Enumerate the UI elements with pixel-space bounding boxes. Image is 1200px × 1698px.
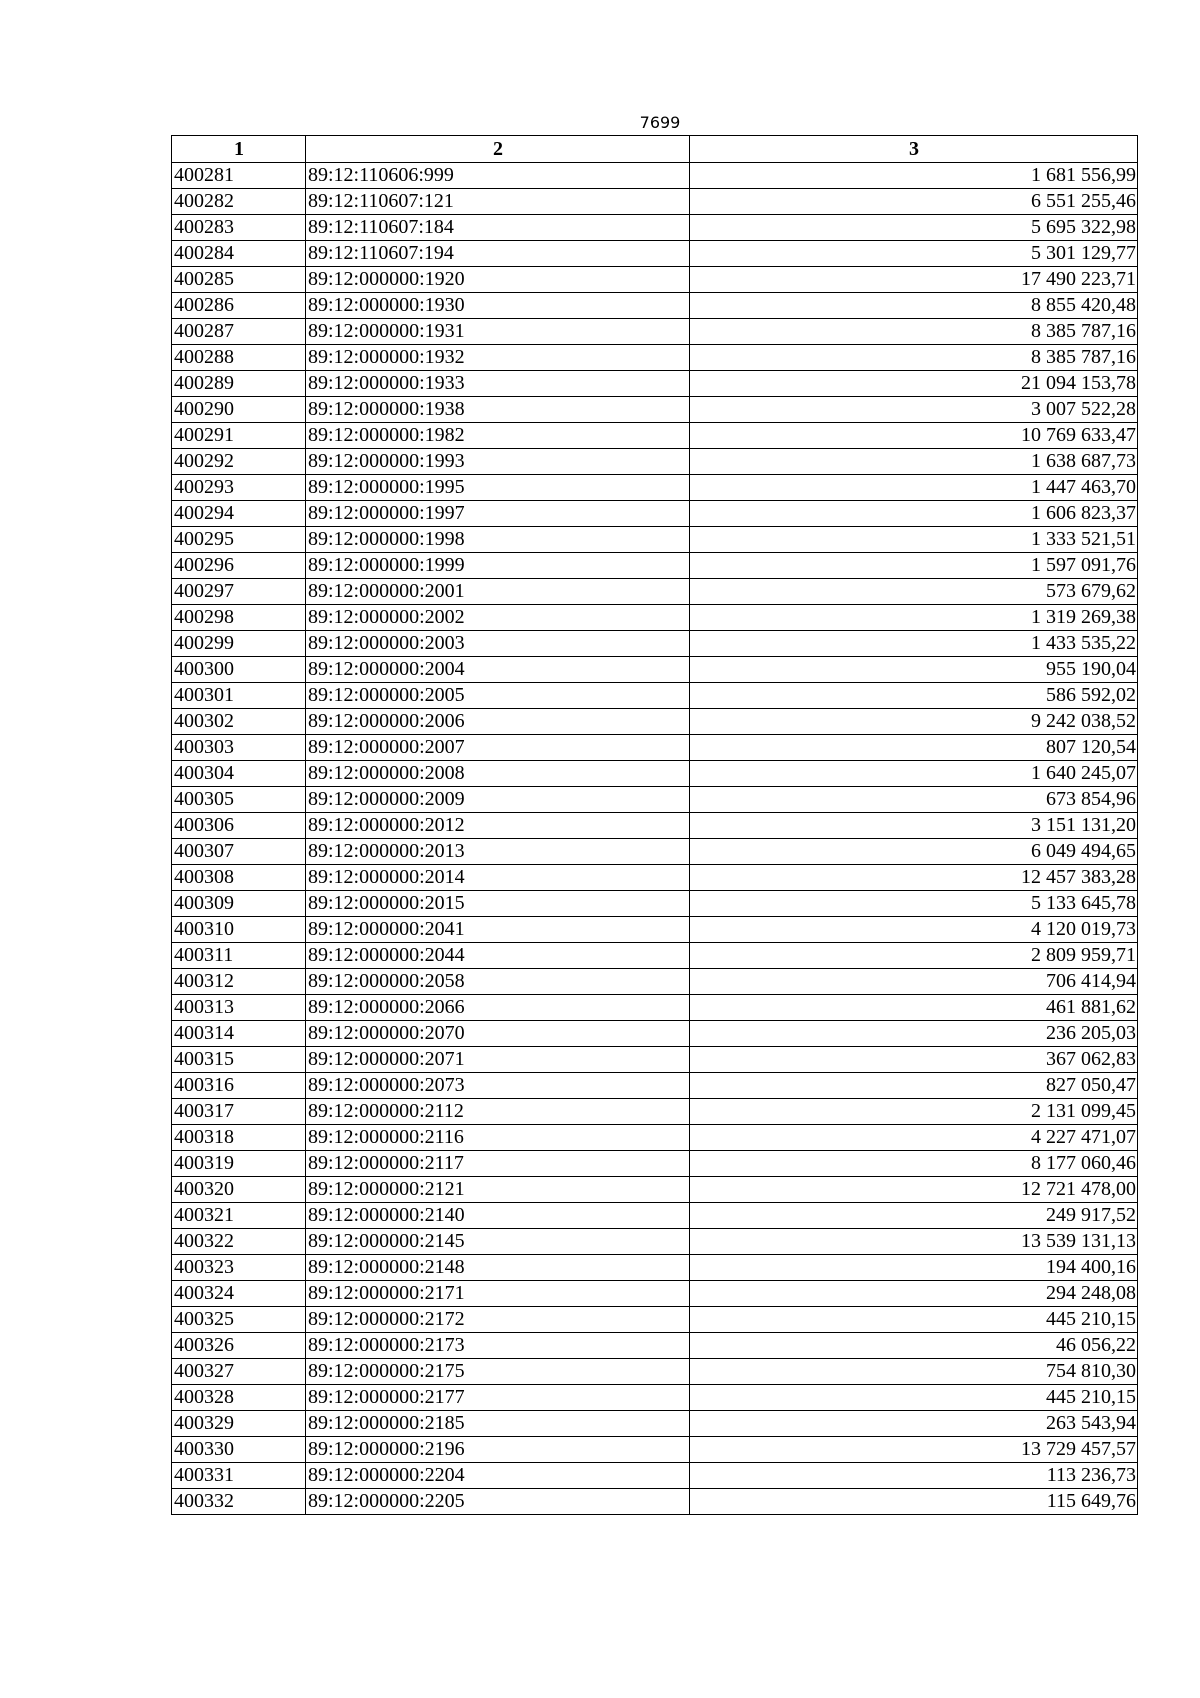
cell-value: 1 447 463,70 bbox=[690, 475, 1138, 501]
cell-cadastral-number: 89:12:000000:2001 bbox=[306, 579, 690, 605]
cell-cadastral-number: 89:12:000000:2172 bbox=[306, 1307, 690, 1333]
cell-id: 400325 bbox=[172, 1307, 306, 1333]
table-row bbox=[172, 1229, 1138, 1255]
cell-value: 8 855 420,48 bbox=[690, 293, 1138, 319]
cell-value: 573 679,62 bbox=[690, 579, 1138, 605]
table-row bbox=[172, 267, 1138, 293]
table-row bbox=[172, 189, 1138, 215]
cell-id: 400294 bbox=[172, 501, 306, 527]
cell-id: 400292 bbox=[172, 449, 306, 475]
cell-value: 21 094 153,78 bbox=[690, 371, 1138, 397]
cell-cadastral-number: 89:12:000000:1933 bbox=[306, 371, 690, 397]
cell-id: 400317 bbox=[172, 1099, 306, 1125]
table-row bbox=[172, 839, 1138, 865]
table-row bbox=[172, 449, 1138, 475]
cell-id: 400290 bbox=[172, 397, 306, 423]
column-header-3: 3 bbox=[690, 136, 1138, 163]
cell-id: 400309 bbox=[172, 891, 306, 917]
table-row bbox=[172, 735, 1138, 761]
cell-cadastral-number: 89:12:000000:2070 bbox=[306, 1021, 690, 1047]
cell-value: 706 414,94 bbox=[690, 969, 1138, 995]
cell-cadastral-number: 89:12:000000:2007 bbox=[306, 735, 690, 761]
cell-value: 17 490 223,71 bbox=[690, 267, 1138, 293]
cell-value: 461 881,62 bbox=[690, 995, 1138, 1021]
cell-id: 400321 bbox=[172, 1203, 306, 1229]
table-row bbox=[172, 1203, 1138, 1229]
cell-cadastral-number: 89:12:000000:2003 bbox=[306, 631, 690, 657]
table-row bbox=[172, 969, 1138, 995]
cell-id: 400288 bbox=[172, 345, 306, 371]
cell-cadastral-number: 89:12:000000:2121 bbox=[306, 1177, 690, 1203]
cell-cadastral-number: 89:12:000000:1931 bbox=[306, 319, 690, 345]
cell-value: 1 640 245,07 bbox=[690, 761, 1138, 787]
table-row bbox=[172, 813, 1138, 839]
cell-cadastral-number: 89:12:000000:1932 bbox=[306, 345, 690, 371]
table-header-row bbox=[172, 136, 1138, 163]
cell-cadastral-number: 89:12:000000:2204 bbox=[306, 1463, 690, 1489]
cell-id: 400319 bbox=[172, 1151, 306, 1177]
cell-value: 10 769 633,47 bbox=[690, 423, 1138, 449]
table-row bbox=[172, 1151, 1138, 1177]
cell-cadastral-number: 89:12:000000:2116 bbox=[306, 1125, 690, 1151]
cell-id: 400312 bbox=[172, 969, 306, 995]
cell-id: 400314 bbox=[172, 1021, 306, 1047]
cell-value: 754 810,30 bbox=[690, 1359, 1138, 1385]
cell-value: 2 809 959,71 bbox=[690, 943, 1138, 969]
table-row bbox=[172, 657, 1138, 683]
cell-value: 367 062,83 bbox=[690, 1047, 1138, 1073]
table-row bbox=[172, 1385, 1138, 1411]
column-header-2: 2 bbox=[306, 136, 690, 163]
cell-id: 400308 bbox=[172, 865, 306, 891]
table-row bbox=[172, 163, 1138, 189]
cell-cadastral-number: 89:12:110607:194 bbox=[306, 241, 690, 267]
table-row bbox=[172, 371, 1138, 397]
cell-value: 5 301 129,77 bbox=[690, 241, 1138, 267]
cell-value: 1 638 687,73 bbox=[690, 449, 1138, 475]
cell-cadastral-number: 89:12:000000:2008 bbox=[306, 761, 690, 787]
table-row bbox=[172, 1333, 1138, 1359]
table-row bbox=[172, 761, 1138, 787]
table-row bbox=[172, 579, 1138, 605]
cell-value: 194 400,16 bbox=[690, 1255, 1138, 1281]
cell-value: 673 854,96 bbox=[690, 787, 1138, 813]
cell-cadastral-number: 89:12:000000:2013 bbox=[306, 839, 690, 865]
cell-cadastral-number: 89:12:000000:2205 bbox=[306, 1489, 690, 1515]
table-row bbox=[172, 787, 1138, 813]
cell-cadastral-number: 89:12:000000:1920 bbox=[306, 267, 690, 293]
cell-id: 400323 bbox=[172, 1255, 306, 1281]
cell-cadastral-number: 89:12:000000:2171 bbox=[306, 1281, 690, 1307]
table-row bbox=[172, 1073, 1138, 1099]
cell-value: 294 248,08 bbox=[690, 1281, 1138, 1307]
cell-cadastral-number: 89:12:000000:1930 bbox=[306, 293, 690, 319]
cell-cadastral-number: 89:12:000000:2014 bbox=[306, 865, 690, 891]
cell-id: 400315 bbox=[172, 1047, 306, 1073]
cell-id: 400306 bbox=[172, 813, 306, 839]
cell-id: 400322 bbox=[172, 1229, 306, 1255]
cell-id: 400304 bbox=[172, 761, 306, 787]
cell-cadastral-number: 89:12:000000:2006 bbox=[306, 709, 690, 735]
table-row bbox=[172, 891, 1138, 917]
cell-value: 115 649,76 bbox=[690, 1489, 1138, 1515]
table-row bbox=[172, 553, 1138, 579]
cell-id: 400320 bbox=[172, 1177, 306, 1203]
table-row bbox=[172, 943, 1138, 969]
table-row bbox=[172, 345, 1138, 371]
table-row bbox=[172, 1177, 1138, 1203]
cell-cadastral-number: 89:12:000000:2044 bbox=[306, 943, 690, 969]
cell-value: 6 049 494,65 bbox=[690, 839, 1138, 865]
cell-value: 445 210,15 bbox=[690, 1307, 1138, 1333]
cell-cadastral-number: 89:12:000000:2196 bbox=[306, 1437, 690, 1463]
cell-cadastral-number: 89:12:000000:2185 bbox=[306, 1411, 690, 1437]
cell-value: 113 236,73 bbox=[690, 1463, 1138, 1489]
cell-id: 400310 bbox=[172, 917, 306, 943]
cell-id: 400303 bbox=[172, 735, 306, 761]
cell-id: 400318 bbox=[172, 1125, 306, 1151]
cell-id: 400287 bbox=[172, 319, 306, 345]
cell-id: 400295 bbox=[172, 527, 306, 553]
table-row bbox=[172, 1047, 1138, 1073]
cell-cadastral-number: 89:12:000000:2145 bbox=[306, 1229, 690, 1255]
table-body bbox=[172, 163, 1138, 1515]
cell-value: 3 007 522,28 bbox=[690, 397, 1138, 423]
cell-value: 1 319 269,38 bbox=[690, 605, 1138, 631]
cell-value: 586 592,02 bbox=[690, 683, 1138, 709]
cell-id: 400297 bbox=[172, 579, 306, 605]
cell-value: 1 681 556,99 bbox=[690, 163, 1138, 189]
cell-cadastral-number: 89:12:000000:2175 bbox=[306, 1359, 690, 1385]
cell-value: 4 120 019,73 bbox=[690, 917, 1138, 943]
cell-cadastral-number: 89:12:110607:121 bbox=[306, 189, 690, 215]
cell-value: 249 917,52 bbox=[690, 1203, 1138, 1229]
cell-value: 4 227 471,07 bbox=[690, 1125, 1138, 1151]
cell-cadastral-number: 89:12:000000:2012 bbox=[306, 813, 690, 839]
cell-cadastral-number: 89:12:000000:2058 bbox=[306, 969, 690, 995]
table-row bbox=[172, 1099, 1138, 1125]
table-row bbox=[172, 865, 1138, 891]
cell-cadastral-number: 89:12:000000:1993 bbox=[306, 449, 690, 475]
cell-value: 955 190,04 bbox=[690, 657, 1138, 683]
table-row bbox=[172, 215, 1138, 241]
cell-id: 400307 bbox=[172, 839, 306, 865]
cell-value: 6 551 255,46 bbox=[690, 189, 1138, 215]
cell-cadastral-number: 89:12:000000:2015 bbox=[306, 891, 690, 917]
cell-id: 400332 bbox=[172, 1489, 306, 1515]
cell-cadastral-number: 89:12:000000:2177 bbox=[306, 1385, 690, 1411]
cell-id: 400301 bbox=[172, 683, 306, 709]
table-row bbox=[172, 995, 1138, 1021]
table-row bbox=[172, 1463, 1138, 1489]
cell-cadastral-number: 89:12:000000:1982 bbox=[306, 423, 690, 449]
table-row bbox=[172, 397, 1138, 423]
cell-value: 827 050,47 bbox=[690, 1073, 1138, 1099]
cell-cadastral-number: 89:12:000000:2066 bbox=[306, 995, 690, 1021]
table-row bbox=[172, 1489, 1138, 1515]
cell-id: 400324 bbox=[172, 1281, 306, 1307]
cell-id: 400331 bbox=[172, 1463, 306, 1489]
column-header-1: 1 bbox=[172, 136, 306, 163]
table-row bbox=[172, 709, 1138, 735]
cell-value: 13 539 131,13 bbox=[690, 1229, 1138, 1255]
cell-cadastral-number: 89:12:000000:1999 bbox=[306, 553, 690, 579]
cell-cadastral-number: 89:12:000000:2112 bbox=[306, 1099, 690, 1125]
cell-id: 400281 bbox=[172, 163, 306, 189]
cell-value: 8 177 060,46 bbox=[690, 1151, 1138, 1177]
cell-value: 1 597 091,76 bbox=[690, 553, 1138, 579]
data-table bbox=[171, 135, 1138, 1515]
cell-cadastral-number: 89:12:000000:1995 bbox=[306, 475, 690, 501]
cell-cadastral-number: 89:12:000000:1938 bbox=[306, 397, 690, 423]
cell-id: 400300 bbox=[172, 657, 306, 683]
cell-cadastral-number: 89:12:000000:2073 bbox=[306, 1073, 690, 1099]
page-number: 7699 bbox=[639, 113, 681, 132]
cell-id: 400328 bbox=[172, 1385, 306, 1411]
cell-cadastral-number: 89:12:000000:2140 bbox=[306, 1203, 690, 1229]
cell-id: 400282 bbox=[172, 189, 306, 215]
cell-value: 13 729 457,57 bbox=[690, 1437, 1138, 1463]
cell-cadastral-number: 89:12:110607:184 bbox=[306, 215, 690, 241]
cell-cadastral-number: 89:12:000000:1997 bbox=[306, 501, 690, 527]
table-row bbox=[172, 1255, 1138, 1281]
cell-id: 400327 bbox=[172, 1359, 306, 1385]
cell-id: 400289 bbox=[172, 371, 306, 397]
table-row bbox=[172, 1411, 1138, 1437]
cell-cadastral-number: 89:12:000000:1998 bbox=[306, 527, 690, 553]
cell-cadastral-number: 89:12:000000:2148 bbox=[306, 1255, 690, 1281]
table-row bbox=[172, 917, 1138, 943]
table-row bbox=[172, 293, 1138, 319]
table-row bbox=[172, 319, 1138, 345]
cell-value: 1 333 521,51 bbox=[690, 527, 1138, 553]
cell-value: 236 205,03 bbox=[690, 1021, 1138, 1047]
cell-value: 8 385 787,16 bbox=[690, 345, 1138, 371]
table-row bbox=[172, 1281, 1138, 1307]
cell-value: 3 151 131,20 bbox=[690, 813, 1138, 839]
cell-cadastral-number: 89:12:000000:2009 bbox=[306, 787, 690, 813]
cell-id: 400291 bbox=[172, 423, 306, 449]
cell-value: 445 210,15 bbox=[690, 1385, 1138, 1411]
cell-value: 8 385 787,16 bbox=[690, 319, 1138, 345]
cell-id: 400296 bbox=[172, 553, 306, 579]
cell-id: 400326 bbox=[172, 1333, 306, 1359]
table-row bbox=[172, 423, 1138, 449]
cell-value: 46 056,22 bbox=[690, 1333, 1138, 1359]
cell-value: 807 120,54 bbox=[690, 735, 1138, 761]
table-row bbox=[172, 683, 1138, 709]
cell-cadastral-number: 89:12:000000:2041 bbox=[306, 917, 690, 943]
table-row bbox=[172, 1437, 1138, 1463]
cell-cadastral-number: 89:12:000000:2002 bbox=[306, 605, 690, 631]
cell-value: 1 606 823,37 bbox=[690, 501, 1138, 527]
cell-value: 1 433 535,22 bbox=[690, 631, 1138, 657]
cell-value: 9 242 038,52 bbox=[690, 709, 1138, 735]
table-row bbox=[172, 1021, 1138, 1047]
table-row bbox=[172, 1125, 1138, 1151]
cell-id: 400298 bbox=[172, 605, 306, 631]
table-row bbox=[172, 527, 1138, 553]
cell-cadastral-number: 89:12:000000:2071 bbox=[306, 1047, 690, 1073]
cell-id: 400302 bbox=[172, 709, 306, 735]
cell-id: 400283 bbox=[172, 215, 306, 241]
table-row bbox=[172, 605, 1138, 631]
table-row bbox=[172, 241, 1138, 267]
cell-cadastral-number: 89:12:110606:999 bbox=[306, 163, 690, 189]
cell-id: 400286 bbox=[172, 293, 306, 319]
table-row bbox=[172, 1359, 1138, 1385]
cell-id: 400313 bbox=[172, 995, 306, 1021]
cell-id: 400330 bbox=[172, 1437, 306, 1463]
cell-cadastral-number: 89:12:000000:2004 bbox=[306, 657, 690, 683]
table-row bbox=[172, 501, 1138, 527]
cell-id: 400285 bbox=[172, 267, 306, 293]
cell-value: 5 133 645,78 bbox=[690, 891, 1138, 917]
cell-id: 400299 bbox=[172, 631, 306, 657]
cell-cadastral-number: 89:12:000000:2005 bbox=[306, 683, 690, 709]
cell-value: 5 695 322,98 bbox=[690, 215, 1138, 241]
cell-id: 400316 bbox=[172, 1073, 306, 1099]
cell-value: 12 457 383,28 bbox=[690, 865, 1138, 891]
table-row bbox=[172, 1307, 1138, 1333]
cell-cadastral-number: 89:12:000000:2173 bbox=[306, 1333, 690, 1359]
cell-id: 400305 bbox=[172, 787, 306, 813]
cell-value: 12 721 478,00 bbox=[690, 1177, 1138, 1203]
cell-id: 400293 bbox=[172, 475, 306, 501]
table-row bbox=[172, 631, 1138, 657]
cell-value: 263 543,94 bbox=[690, 1411, 1138, 1437]
cell-value: 2 131 099,45 bbox=[690, 1099, 1138, 1125]
cell-id: 400311 bbox=[172, 943, 306, 969]
table-row bbox=[172, 475, 1138, 501]
cell-cadastral-number: 89:12:000000:2117 bbox=[306, 1151, 690, 1177]
cell-id: 400329 bbox=[172, 1411, 306, 1437]
cell-id: 400284 bbox=[172, 241, 306, 267]
